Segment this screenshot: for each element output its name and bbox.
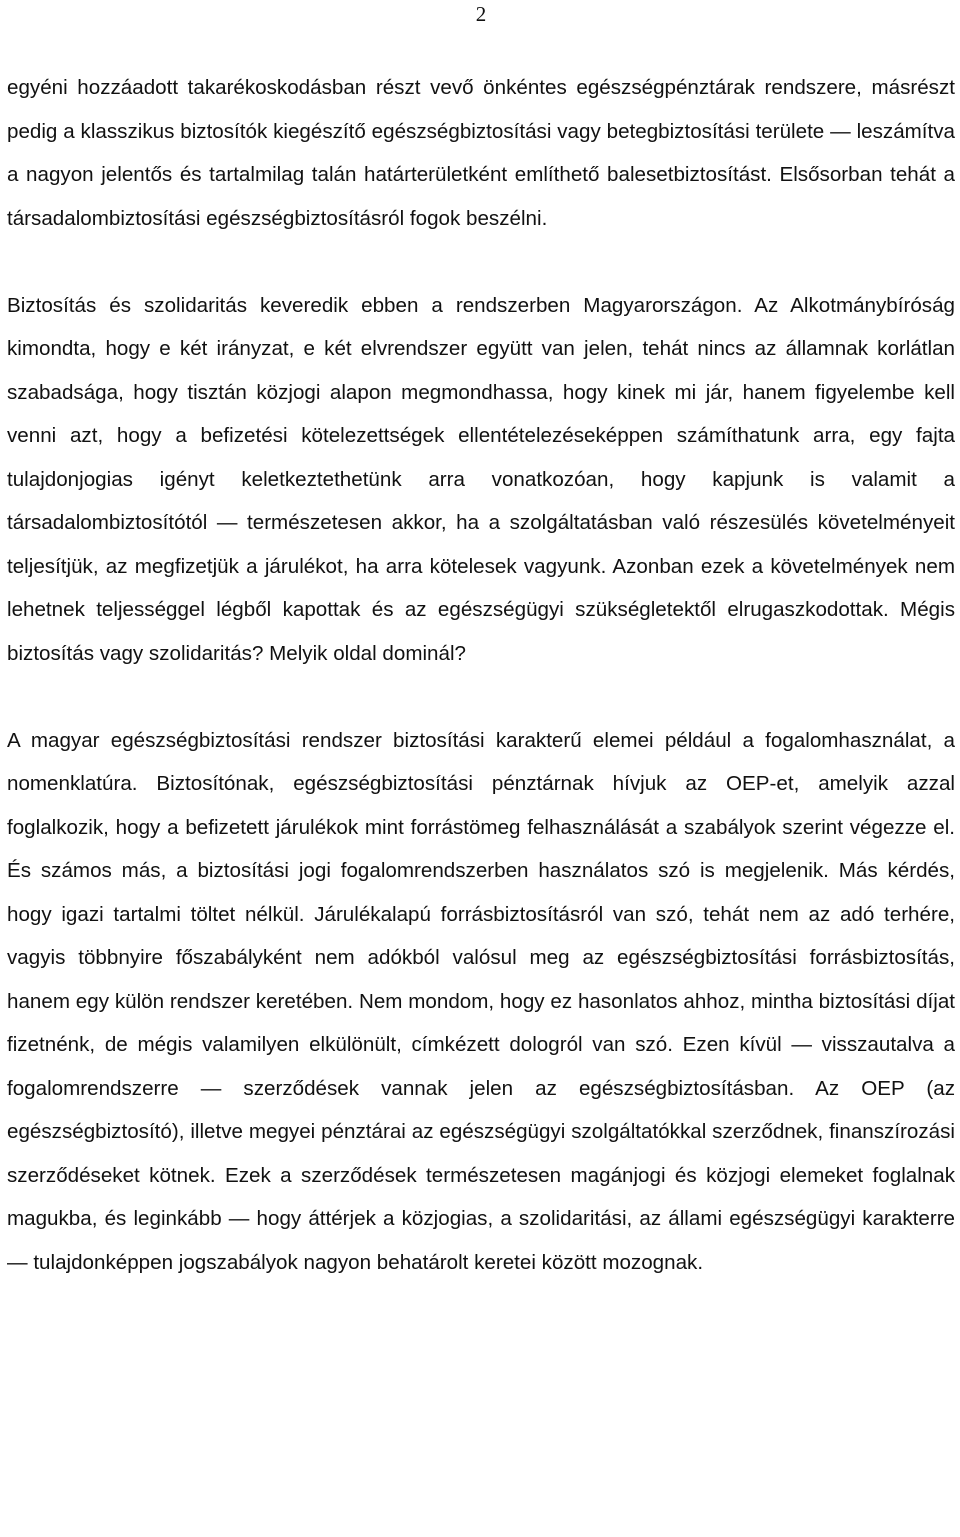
document-body: [7, 66, 955, 1284]
paragraph-2: Biztosítás és szolidaritás keveredik ebben a rendszerben Magyarországon. Az Alkotmánybíróság kimondta, hogy e két irányzat, e két elvrendszer együtt van jelen, tehát nincs az államnak korlátlan szabadsága, hogy tisztán közjogi alapon megmondhassa, hogy kinek mi jár, hanem figyelembe kell venni azt, hogy a befizetési kötelezettségek ellentételezéseképpen számíthatunk arra, egy fajta tulajdonjogias igényt keletkeztethetünk arra vonatkozóan, hogy kapjunk is valamit a társadalombiztosítótól — természetesen akkor, ha a szolgáltatásban való részesülés követelményeit teljesítjük, az megfizetjük a járulékot, ha arra kötelesek vagyunk. Azonban ezek a követelmények nem lehetnek teljességgel légből kapottak és az egészségügyi szükségletektől elrugaszkodottak. Mégis biztosítás vagy szolidaritás? Melyik oldal dominál?: [7, 293, 955, 665]
page-number: 2: [475, 2, 487, 26]
paragraph-1: egyéni hozzáadott takarékoskodásban részt vevő önkéntes egészségpénztárak rendszere, másrészt pedig a klasszikus biztosítók kiegészítő egészségbiztosítási vagy betegbiztosítási területe — leszámítva a nagyon jelentős és tartalmilag talán határterületként említhető balesetbiztosítást. Elsősorban tehát a társadalombiztosítási egészségbiztosításról fogok beszélni.: [7, 76, 955, 230]
paragraph-3: A magyar egészségbiztosítási rendszer biztosítási karakterű elemei például a fogalomhasználat, a nomenklatúra. Biztosítónak, egészségbiztosítási pénztárnak hívjuk az OEP-et, amelyik azzal foglalkozik, hogy a befizetett járulékok mint forrástömeg felhasználását a szabályok szerint végezze el. És számos más, a biztosítási jogi fogalomrendszerben használatos szó is megjelenik. Más kérdés, hogy igazi tartalmi töltet nélkül. Járulékalapú forrásbiztosításról van szó, tehát nem az adó terhére, vagyis többnyire főszabályként nem adókból valósul meg az egészségbiztosítási forrásbiztosítás, hanem egy külön rendszer keretében. Nem mondom, hogy ez hasonlatos ahhoz, mintha biztosítási díjat fizetnénk, de mégis valamilyen elkülönült, címkézett dologról van szó. Ezen kívül — visszautalva a fogalomrendszerre — szerződések vannak jelen az egészségbiztosításban. Az OEP (az egészségbiztosító), illetve megyei pénztárai az egészségügyi szolgáltatókkal szerződnek, finanszírozási szerződéseket kötnek. Ezek a szerződések természetesen magánjogi és közjogi elemeket foglalnak magukba, és leginkább — hogy áttérjek a közjogias, a szolidaritási, az állami egészségügyi karakterre — tulajdonképpen jogszabályok nagyon behatárolt keretei között mozognak.: [7, 728, 955, 1274]
